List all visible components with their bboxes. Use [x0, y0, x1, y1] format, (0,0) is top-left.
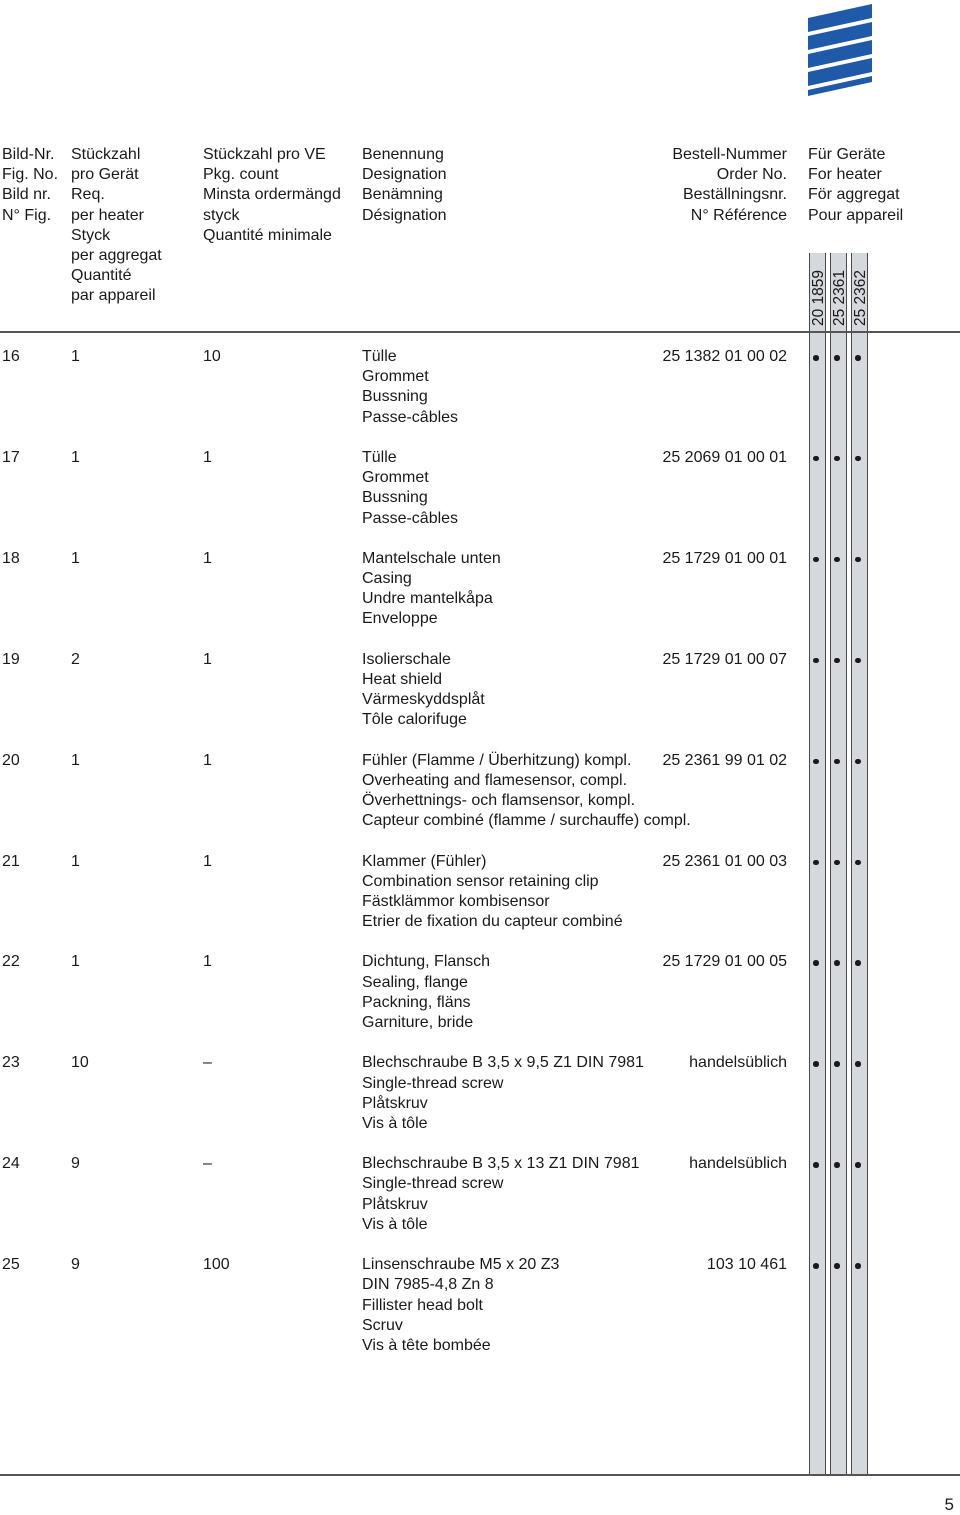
header-label: pro Gerät: [71, 166, 139, 184]
designation-line: Tôle calorifuge: [362, 711, 467, 729]
designation: [362, 952, 490, 1033]
designation-line: Etrier de fixation du capteur combiné: [362, 913, 623, 931]
package-count: 1: [203, 549, 212, 567]
designation-line: Bussning: [362, 489, 428, 507]
quantity: 1: [71, 448, 80, 466]
table-row: [0, 549, 960, 633]
table-row: [0, 1053, 960, 1137]
designation-line: Tülle: [362, 348, 397, 365]
fig-number: 22: [2, 953, 20, 971]
header-label: För aggregat: [808, 186, 900, 204]
applicability-dot-icon: [834, 658, 840, 664]
table-row: [0, 1255, 960, 1354]
package-count: –: [203, 1155, 212, 1173]
applicability-dot-icon: [813, 1162, 819, 1168]
designation-line: Vis à tôle: [362, 1114, 428, 1132]
designation-line: Enveloppe: [362, 610, 438, 628]
header-label: par appareil: [71, 287, 156, 305]
header-label: Minsta ordermängd: [203, 186, 341, 204]
header-label: Pkg. count: [203, 166, 279, 184]
header-fig-column: [2, 145, 58, 226]
header-label: Bild-Nr.: [2, 146, 55, 163]
designation: [362, 1255, 559, 1356]
order-number: 25 2361 01 00 03: [662, 852, 787, 870]
designation-line: Vis à tête bombée: [362, 1336, 491, 1354]
model-label: 25 2361: [831, 269, 848, 326]
fig-number: 18: [2, 549, 20, 567]
header-label: styck: [203, 206, 240, 224]
fig-number: 23: [2, 1054, 20, 1072]
applicability-dot-icon: [855, 759, 861, 765]
designation-line: Isolierschale: [362, 650, 451, 668]
designation-line: Blechschraube B 3,5 x 9,5 Z1 DIN 7981: [362, 1054, 644, 1072]
applicability-dot-icon: [813, 1263, 819, 1269]
header-label: Quantité: [71, 267, 132, 285]
header-label: per heater: [71, 206, 144, 224]
order-number: handelsüblich: [689, 1155, 787, 1173]
quantity: 1: [71, 549, 80, 567]
applicability-dot-icon: [855, 1061, 861, 1067]
quantity: 1: [71, 852, 80, 870]
fig-number: 20: [2, 751, 20, 769]
applicability-dot-icon: [813, 860, 819, 866]
applicability-dot-icon: [813, 658, 819, 664]
designation-line: Combination sensor retaining clip: [362, 872, 599, 890]
header-label: Stückzahl pro VE: [203, 146, 326, 163]
applicability-dot-icon: [813, 1061, 819, 1067]
applicability-dot-icon: [834, 1263, 840, 1269]
footer-divider: [0, 1474, 960, 1476]
applicability-dot-icon: [834, 1061, 840, 1067]
designation-line: Garniture, bride: [362, 1014, 474, 1031]
applicability-dot-icon: [813, 557, 819, 563]
header-label: Bild nr.: [2, 186, 51, 204]
header-name-column: [362, 145, 447, 226]
designation: [362, 751, 691, 832]
applicability-dot-icon: [855, 1162, 861, 1168]
table-row: [0, 1154, 960, 1238]
table-row: [0, 448, 960, 532]
designation-line: Fillister head bolt: [362, 1296, 483, 1314]
applicability-dot-icon: [834, 1162, 840, 1168]
header-divider: [0, 331, 960, 333]
header-label: N° Fig.: [2, 206, 52, 224]
table-row: [0, 650, 960, 734]
fig-number: 16: [2, 348, 20, 365]
package-count: 1: [203, 650, 212, 668]
designation: [362, 1053, 644, 1134]
designation: [362, 1154, 640, 1235]
quantity: 1: [71, 348, 80, 365]
package-count: 1: [203, 953, 212, 971]
designation-line: Blechschraube B 3,5 x 13 Z1 DIN 7981: [362, 1155, 640, 1173]
applicability-dot-icon: [813, 355, 819, 361]
order-number: 25 1729 01 00 05: [662, 953, 787, 971]
header-label: Order No.: [716, 166, 787, 184]
package-count: 10: [203, 348, 221, 365]
order-number: 25 1729 01 00 01: [662, 549, 787, 567]
package-count: 1: [203, 448, 212, 466]
order-number: 25 1382 01 00 02: [662, 348, 787, 365]
designation-line: Grommet: [362, 368, 429, 386]
applicability-dot-icon: [813, 960, 819, 966]
designation-line: Undre mantelkåpa: [362, 590, 493, 608]
designation: [362, 448, 458, 529]
header-label: Pour appareil: [808, 206, 904, 224]
designation-line: Klammer (Fühler): [362, 852, 487, 870]
page-number: 5: [944, 1495, 954, 1514]
package-count: 100: [203, 1256, 230, 1274]
header-for-column: [808, 145, 903, 226]
fig-number: 17: [2, 448, 20, 466]
fig-number: 25: [2, 1256, 20, 1274]
designation-line: Grommet: [362, 469, 429, 487]
applicability-dot-icon: [813, 759, 819, 765]
applicability-dot-icon: [834, 456, 840, 462]
applicability-dot-icon: [855, 960, 861, 966]
table-row: [0, 952, 960, 1036]
designation-line: Fühler (Flamme / Überhitzung) kompl.: [362, 751, 632, 769]
header-label: Req.: [71, 186, 105, 204]
model-label: 25 2362: [852, 269, 869, 326]
applicability-dot-icon: [855, 1263, 861, 1269]
designation-line: Bussning: [362, 388, 428, 406]
order-number: 25 2361 99 01 02: [662, 751, 787, 769]
header-label: Bestell-Nummer: [672, 146, 787, 163]
order-number: 25 2069 01 00 01: [662, 448, 787, 466]
header-label: per aggregat: [71, 247, 162, 265]
order-number: 103 10 461: [706, 1256, 787, 1274]
header-qty-column: [71, 145, 162, 307]
designation: [362, 549, 501, 630]
header-label: Quantité minimale: [203, 226, 332, 244]
fig-number: 21: [2, 852, 20, 870]
applicability-dot-icon: [855, 658, 861, 664]
brand-logo-icon: [808, 4, 872, 96]
header-label: Stückzahl: [71, 146, 141, 163]
applicability-dot-icon: [855, 557, 861, 563]
applicability-dot-icon: [834, 355, 840, 361]
table-row: [0, 751, 960, 835]
applicability-dot-icon: [834, 960, 840, 966]
order-number: handelsüblich: [689, 1054, 787, 1072]
designation-line: Heat shield: [362, 670, 443, 688]
designation-line: Single-thread screw: [362, 1175, 504, 1193]
package-count: –: [203, 1054, 212, 1072]
header-label: Benennung: [362, 146, 444, 163]
applicability-dot-icon: [855, 456, 861, 462]
designation-line: DIN 7985-4,8 Zn 8: [362, 1276, 494, 1294]
designation-line: Casing: [362, 570, 412, 587]
model-label: 20 1859: [810, 269, 827, 326]
designation-line: Plåtskruv: [362, 1195, 428, 1213]
quantity: 1: [71, 751, 80, 769]
header-pkg-column: [203, 145, 341, 246]
applicability-dot-icon: [834, 759, 840, 765]
designation-line: Packning, fläns: [362, 993, 471, 1011]
applicability-dot-icon: [834, 860, 840, 866]
header-label: Fig. No.: [2, 166, 59, 184]
designation-line: Fästklämmor kombisensor: [362, 892, 550, 910]
designation-line: Värmeskyddsplåt: [362, 691, 485, 709]
applicability-dot-icon: [813, 456, 819, 462]
header-label: Désignation: [362, 206, 447, 224]
table-row: [0, 852, 960, 936]
designation-line: Sealing, flange: [362, 973, 468, 991]
fig-number: 24: [2, 1155, 20, 1173]
header-label: Beställningsnr.: [682, 186, 787, 204]
quantity: 2: [71, 650, 80, 668]
designation-line: Linsenschraube M5 x 20 Z3: [362, 1256, 560, 1274]
designation-line: Scruv: [362, 1316, 403, 1334]
header-label: Designation: [362, 166, 447, 184]
quantity: 10: [71, 1054, 89, 1072]
table-row: [0, 347, 960, 431]
header-order-column: [672, 145, 787, 226]
header-label: Für Geräte: [808, 146, 886, 163]
designation-line: Plåtskruv: [362, 1094, 428, 1112]
designation-line: Mantelschale unten: [362, 549, 501, 567]
designation-line: Passe-câbles: [362, 509, 459, 527]
quantity: 9: [71, 1256, 80, 1274]
quantity: 9: [71, 1155, 80, 1173]
designation: [362, 650, 485, 731]
designation-line: Vis à tôle: [362, 1215, 428, 1233]
package-count: 1: [203, 751, 212, 769]
applicability-dot-icon: [834, 557, 840, 563]
designation-line: Passe-câbles: [362, 408, 459, 426]
header-label: Benämning: [362, 186, 443, 204]
header-label: For heater: [808, 166, 882, 184]
designation: [362, 852, 623, 933]
order-number: 25 1729 01 00 07: [662, 650, 787, 668]
designation-line: Capteur combiné (flamme / surchauffe) compl.: [362, 812, 691, 830]
applicability-dot-icon: [855, 860, 861, 866]
designation-line: Single-thread screw: [362, 1074, 504, 1092]
header-label: Styck: [71, 226, 111, 244]
designation: [362, 347, 458, 428]
quantity: 1: [71, 953, 80, 971]
applicability-dot-icon: [855, 355, 861, 361]
designation-line: Tülle: [362, 448, 397, 466]
designation-line: Dichtung, Flansch: [362, 953, 491, 971]
fig-number: 19: [2, 650, 20, 668]
header-label: N° Référence: [690, 206, 787, 224]
package-count: 1: [203, 852, 212, 870]
designation-line: Överhettnings- och flamsensor, kompl.: [362, 792, 636, 809]
designation-line: Overheating and flamesensor, compl.: [362, 771, 628, 789]
